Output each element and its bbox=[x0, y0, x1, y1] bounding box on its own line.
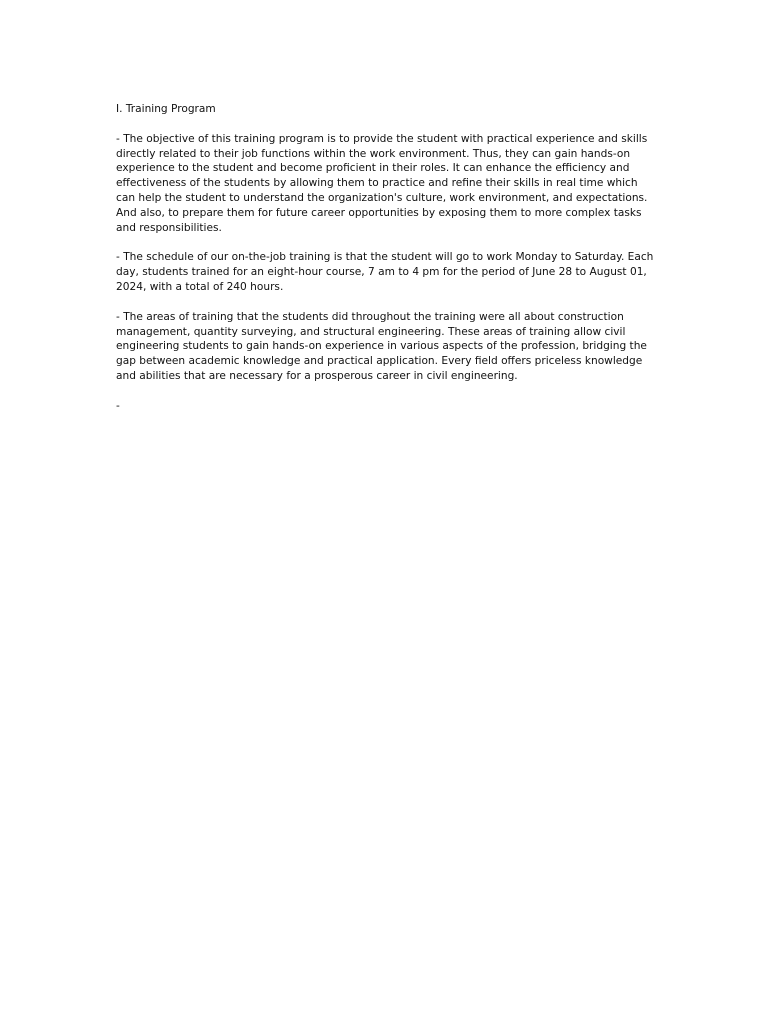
paragraph-schedule: - The schedule of our on-the-job training is that the student will go to work Monday to Saturday. Each day, students trained for an eight-hour course, 7 am to 4 pm for the period of June 28 to August 01, 2024, with a total of 240 hours. bbox=[116, 251, 654, 293]
paragraph-empty-bullet: - bbox=[116, 399, 120, 412]
document-body bbox=[116, 102, 656, 429]
paragraph-objective: - The objective of this training program is to provide the student with practical experience and skills directly related to their job functions within the work environment. Thus, they can gain hands-on experience to the student and become proficient in their roles. It can enhance the efficiency and effectiveness of the students by allowing them to practice and refine their skills in real time which can help the student to understand the organization's culture, work environment, and expectations. And also, to prepare them for future career opportunities by exposing them to more complex tasks and responsibilities. bbox=[116, 132, 648, 234]
paragraph-areas: - The areas of training that the students did throughout the training were all about construction management, quantity surveying, and structural engineering. These areas of training allow civil engineering students to gain hands-on experience in various aspects of the profession, bridging the gap between academic knowledge and practical application. Every field offers priceless knowledge and abilities that are necessary for a prosperous career in civil engineering. bbox=[116, 310, 647, 382]
section-heading: I. Training Program bbox=[116, 103, 216, 115]
